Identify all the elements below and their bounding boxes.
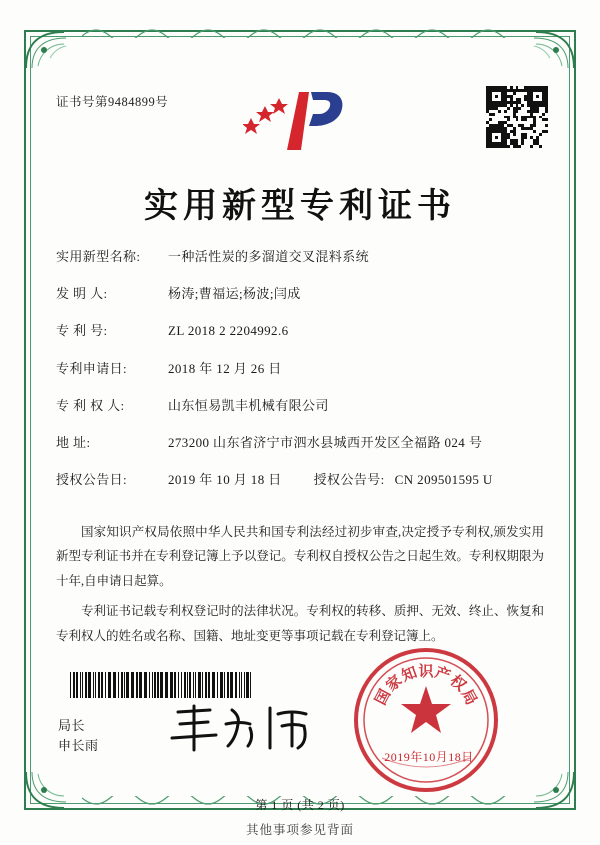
- footnote: 其他事项参见背面: [245, 823, 354, 837]
- page-number: 第 1 页 (共 2 页): [255, 798, 345, 812]
- patent-office-logo-icon: [243, 88, 353, 160]
- barcode-icon: [70, 672, 252, 698]
- corner-ornament-top-left: [24, 30, 82, 70]
- official-red-seal-icon: [352, 646, 500, 794]
- border-ornament-top: [82, 24, 518, 38]
- legal-paragraph-1: 国家知识产权局依照中华人民共和国专利法经过初步审查,决定授予专利权,颁发实用新型专利证书并在专利登记簿上予以登记。专利权自授权公告之日起生效。专利权期限为十年,自申请日起算。: [56, 525, 544, 588]
- certificate-number: 证书号第9484899号: [56, 95, 169, 109]
- field-label: 专利申请日:: [56, 360, 128, 376]
- field-value-grant-date: 2019 年 10 月 18 日: [168, 472, 282, 488]
- svg-text:识: 识: [418, 662, 434, 680]
- svg-text:局: 局: [457, 686, 481, 708]
- handwritten-signature-icon: [166, 702, 316, 754]
- seal-date: 2019年10月18日: [384, 750, 474, 764]
- qr-code-icon: [486, 86, 548, 148]
- corner-ornament-top-right: [518, 30, 576, 70]
- svg-text:家: 家: [382, 671, 406, 695]
- field-value: 山东恒易凯丰机械有限公司: [168, 397, 329, 413]
- page-title: 实用新型专利证书: [144, 186, 456, 226]
- field-row-utility-model-name: [56, 248, 546, 266]
- svg-text:知: 知: [399, 662, 420, 685]
- field-row-address: [56, 434, 546, 452]
- signature-name-label: 申长雨: [58, 738, 99, 754]
- field-label: 地 址:: [56, 434, 91, 450]
- field-label: 实用新型名称:: [56, 249, 141, 264]
- signature-title-label: 局长: [58, 718, 86, 733]
- field-value: 杨涛;曹福运;杨波;闫成: [168, 286, 301, 302]
- svg-text:国: 国: [371, 686, 395, 708]
- legal-text-block: [56, 520, 544, 654]
- signature-block: [58, 716, 99, 756]
- field-label: 专 利 号:: [56, 323, 108, 339]
- field-value: 一种活性炭的多溜道交叉混料系统: [168, 249, 370, 264]
- field-value: 273200 山东省济宁市泗水县城西开发区全福路 024 号: [168, 434, 483, 450]
- field-value: ZL 2018 2 2204992.6: [168, 323, 289, 339]
- legal-paragraph-2: 专利证书记载专利权登记时的法律状况。专利权的转移、质押、无效、终止、恢复和专利权人的姓名或名称、国籍、地址变更等事项记载在专利登记簿上。: [56, 604, 544, 643]
- field-label-grant-number: 授权公告号:: [313, 472, 385, 488]
- field-row-application-date: [56, 360, 546, 378]
- field-row-inventor: [56, 285, 546, 303]
- field-value-grant-number: CN 209501595 U: [394, 472, 493, 488]
- field-label: 发 明 人:: [56, 286, 108, 302]
- field-list: [56, 248, 546, 508]
- field-label: 专 利 权 人:: [56, 397, 125, 413]
- field-value: 2018 年 12 月 26 日: [168, 360, 282, 376]
- field-row-grant-announcement: [56, 471, 546, 489]
- field-row-patentee: [56, 397, 546, 415]
- field-label-grant-date: 授权公告日:: [56, 472, 128, 488]
- svg-text:权: 权: [446, 671, 470, 695]
- field-row-patent-number: [56, 322, 546, 340]
- svg-text:产: 产: [432, 662, 453, 685]
